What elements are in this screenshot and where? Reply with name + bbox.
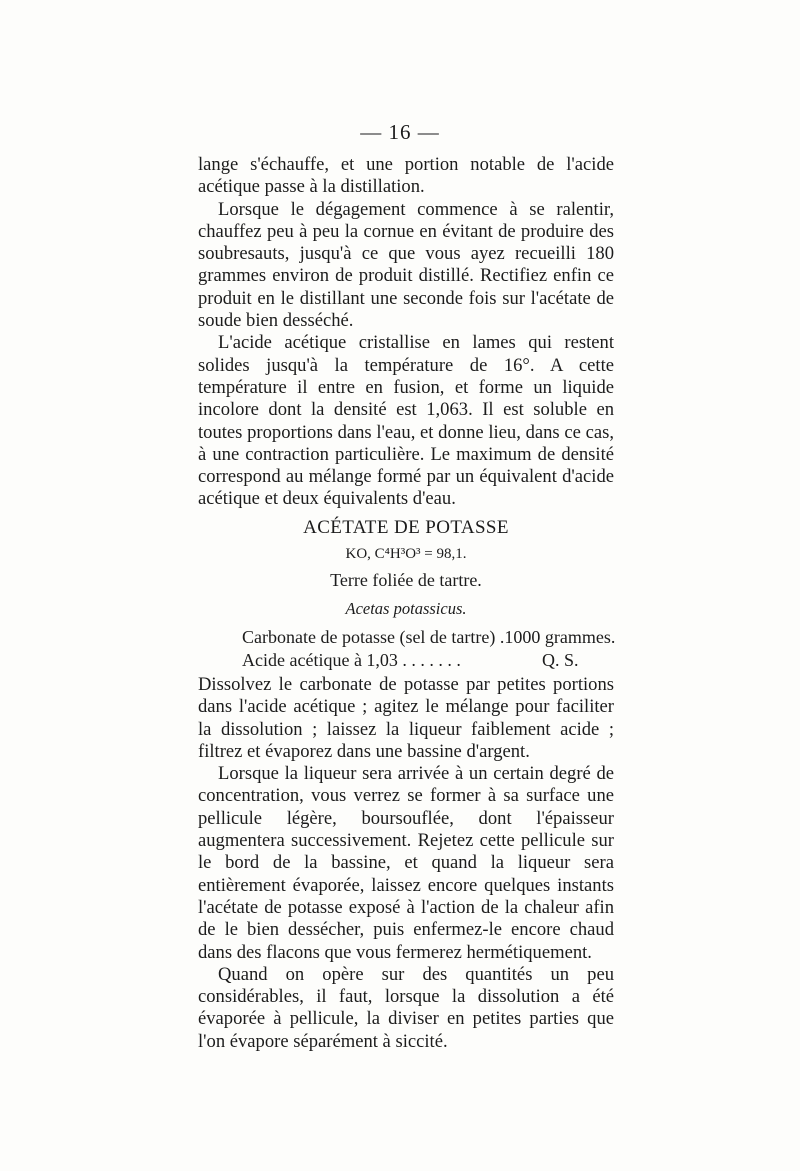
paragraph: Dissolvez le carbonate de potasse par petites portions dans l'acide acétique ; agitez le mélange pour faciliter la dissolution ; laissez la liqueur faiblement acide ; filtrez et évaporez dans une bassine d'argent. (198, 673, 614, 762)
paragraph: Lorsque la liqueur sera arrivée à un certain degré de concentration, vous verrez se former à sa surface une pellicule légère, boursouflée, dont l'épaisseur augmentera successivement. Rejetez cette pellicule sur le bord de la bassine, et quand la liqueur sera entièrement évaporée, laissez encore quelques instants l'acétate de potasse exposé à l'action de la chaleur afin de le bien dessécher, puis enfermez-le encore chaud dans des flacons que vous fermerez hermétiquement. (198, 763, 614, 963)
chemical-formula: KO, C⁴H³O³ = 98,1. (345, 546, 467, 563)
paragraph-continued: lange s'échauffe, et une portion notable de l'acide acétique passe à la distillation. (198, 154, 614, 198)
body-text (198, 154, 614, 1053)
recipe-item (242, 626, 614, 649)
section-title: ACÉTATE DE POTASSE (303, 516, 509, 538)
ingredient-quantity: Q. S. (542, 649, 579, 670)
page-number: — 16 — (360, 120, 440, 144)
recipe-list (242, 626, 614, 672)
ingredient-name: Carbonate de potasse (sel de tartre) . (242, 626, 505, 647)
latin-name: Acetas potassicus. (345, 598, 467, 618)
synonym: Terre foliée de tartre. (330, 570, 482, 591)
ingredient-name: Acide acétique à 1,03 . . . . . . . (242, 649, 461, 670)
recipe-item (242, 649, 614, 672)
paragraph: Quand on opère sur des quantités un peu considérables, il faut, lorsque la dissolution a été évaporée à pellicule, la diviser en petites parties que l'on évapore séparément à siccité. (198, 963, 614, 1052)
paragraph: L'acide acétique cristallise en lames qui restent solides jusqu'à la température de 16°. A cette température il entre en fusion, et forme un liquide incolore dont la densité est 1,063. Il est soluble en toutes proportions dans l'eau, et donne lieu, dans ce cas, à une contraction particulière. Le maximum de densité correspond au mélange formé par un équivalent d'acide acétique et deux équivalents d'eau. (198, 332, 614, 510)
ingredient-quantity: 1000 grammes. (504, 626, 616, 647)
paragraph: Lorsque le dégagement commence à se ralentir, chauffez peu à peu la cornue en évitant de produire des soubresauts, jusqu'à ce que vous ayez recueilli 180 grammes environ de produit distillé. Rectifiez enfin ce produit en le distillant une seconde fois sur l'acétate de soude bien desséché. (198, 198, 614, 332)
